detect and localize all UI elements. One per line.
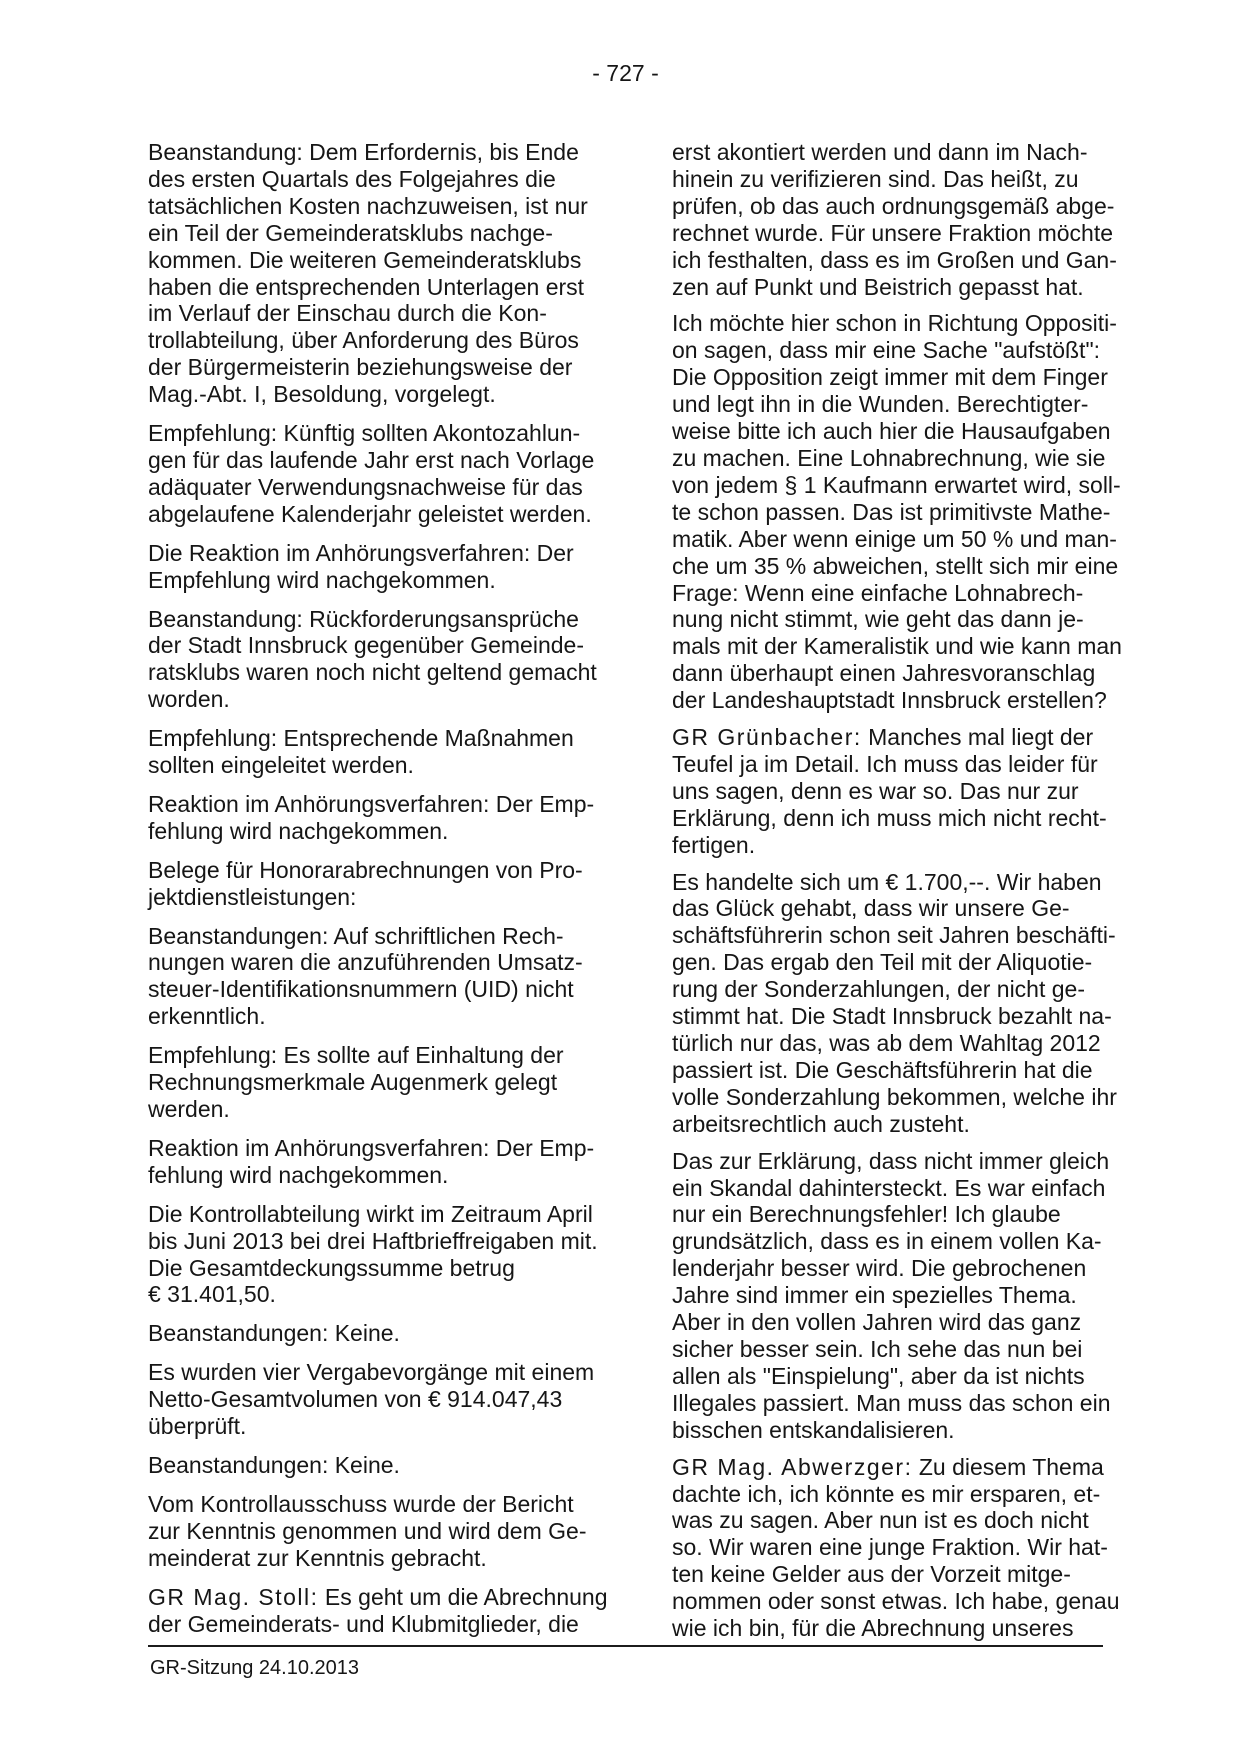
text-line: der Landeshauptstadt Innsbruck erstellen? — [672, 687, 1107, 714]
text-line: allen als "Einspielung", aber da ist nichts — [672, 1362, 1085, 1389]
text-line: nur ein Berechnungsfehler! Ich glaube — [672, 1201, 1061, 1228]
text-line: GR Mag. Abwerzger: Zu diesem Thema — [672, 1453, 1104, 1480]
text-line: Die Reaktion im Anhörungsverfahren: Der — [148, 539, 574, 566]
text-line: ein Skandal dahintersteckt. Es war einfach — [672, 1174, 1106, 1201]
text-line: GR Grünbacher: Manches mal liegt der — [672, 724, 1094, 751]
text-line: des ersten Quartals des Folgejahres die — [148, 165, 556, 192]
text-line: Jahre sind immer ein spezielles Thema. — [672, 1282, 1077, 1309]
text-line: der Bürgermeisterin beziehungsweise der — [148, 354, 573, 381]
paragraph — [672, 724, 1107, 859]
text-line: Vom Kontrollausschuss wurde der Bericht — [148, 1490, 574, 1517]
text-line: sicher besser sein. Ich sehe das nun bei — [672, 1335, 1083, 1362]
text-line: Empfehlung wird nachgekommen. — [148, 566, 496, 593]
text-line: adäquater Verwendungsnachweise für das — [148, 473, 583, 500]
text-line: mals mit der Kameralistik und wie kann man — [672, 633, 1122, 660]
text-line: bis Juni 2013 bei drei Haftbrieffreigaben mit. — [148, 1227, 598, 1254]
paragraph — [148, 923, 585, 1031]
text-line: arbeitsrechtlich auch zusteht. — [672, 1110, 970, 1137]
speaker-name: GR Mag. Stoll: — [148, 1583, 319, 1610]
text-line: der Stadt Innsbruck gegenüber Gemeinde- — [148, 632, 584, 659]
text-line: Beanstandungen: Keine. — [148, 1320, 400, 1347]
paragraph — [672, 868, 1117, 1138]
text-line: Die Gesamtdeckungssumme betrug — [148, 1254, 515, 1281]
text-line: Belege für Honorarabrechnungen von Pro- — [148, 856, 583, 883]
text-line: dann überhaupt einen Jahresvoranschlag — [672, 660, 1096, 687]
text-line: ein Teil der Gemeinderatsklubs nachge- — [148, 219, 553, 246]
paragraph — [148, 1200, 598, 1309]
text-line: zu machen. Eine Lohnabrechnung, wie sie — [672, 444, 1106, 471]
text-line: Aber in den vollen Jahren wird das ganz — [672, 1309, 1082, 1336]
left-column — [148, 139, 608, 1649]
page-number: - 727 - — [592, 60, 659, 86]
text-line: sollten eingeleitet werden. — [148, 752, 414, 779]
speaker-name: GR Grünbacher: — [672, 724, 862, 751]
paragraph — [148, 1491, 585, 1572]
paragraph — [148, 1583, 608, 1638]
text-line: nommen oder sonst etwas. Ich habe, genau — [672, 1588, 1120, 1615]
paragraph — [672, 310, 1122, 714]
paragraph — [148, 1320, 585, 1347]
text-line: Mag.-Abt. I, Besoldung, vorgelegt. — [148, 381, 496, 408]
paragraph — [148, 605, 597, 714]
paragraph — [148, 857, 585, 911]
text-line: GR Mag. Stoll: Es geht um die Abrechnung — [148, 1583, 608, 1610]
text-line: uns sagen, denn es war so. Das nur zur — [672, 777, 1079, 804]
text-line: wie ich bin, für die Abrechnung unseres — [672, 1615, 1074, 1642]
text-line: hinein zu verifizieren sind. Das heißt, zu — [672, 165, 1079, 192]
text-line: Es wurden vier Vergabevorgänge mit einem — [148, 1359, 595, 1386]
text-line: gen. Das ergab den Teil mit der Aliquotie- — [672, 949, 1093, 976]
text-line: fehlung wird nachgekommen. — [148, 1161, 449, 1188]
text-line: im Verlauf der Einschau durch die Kon- — [148, 300, 547, 327]
text-line: Illegales passiert. Man muss das schon ein — [672, 1389, 1111, 1416]
text-line: Reaktion im Anhörungsverfahren: Der Emp- — [148, 1134, 595, 1161]
text-line: prüfen, ob das auch ordnungsgemäß abge- — [672, 192, 1115, 219]
text-line: stimmt hat. Die Stadt Innsbruck bezahlt na- — [672, 1003, 1112, 1030]
text-line: Netto-Gesamtvolumen von € 914.047,43 — [148, 1386, 563, 1413]
text-line: che um 35 % abweichen, stellt sich mir eine — [672, 552, 1119, 579]
paragraph — [148, 540, 585, 594]
text-line: erst akontiert werden und dann im Nach- — [672, 139, 1088, 165]
text-line: Empfehlung: Künftig sollten Akontozahlun- — [148, 420, 581, 447]
text-line: trollabteilung, über Anforderung des Büros — [148, 327, 579, 354]
text-line: so. Wir waren eine junge Fraktion. Wir hat- — [672, 1534, 1108, 1561]
text-line: Beanstandungen: Auf schriftlichen Rech- — [148, 922, 564, 949]
text-line: das Glück gehabt, dass wir unsere Ge- — [672, 895, 1070, 922]
paragraph — [148, 1042, 585, 1123]
text-line: Die Opposition zeigt immer mit dem Finger — [672, 364, 1108, 391]
text-line: ratsklubs waren noch nicht geltend gemacht — [148, 659, 597, 686]
text-line: rechnet wurde. Für unsere Fraktion möchte — [672, 219, 1114, 246]
text-line: Reaktion im Anhörungsverfahren: Der Emp- — [148, 790, 595, 817]
paragraph — [672, 1147, 1111, 1444]
paragraph — [148, 790, 595, 845]
paragraph — [148, 1134, 595, 1189]
text-line: überprüft. — [148, 1413, 247, 1440]
text-line: erkenntlich. — [148, 1003, 266, 1030]
text-line: Erklärung, denn ich muss mich nicht recht- — [672, 804, 1107, 831]
paragraph — [148, 1359, 595, 1440]
speaker-name: GR Mag. Abwerzger: — [672, 1453, 913, 1480]
text-line: Ich möchte hier schon in Richtung Oppositi- — [672, 310, 1117, 337]
paragraph — [148, 420, 595, 528]
text-line: te schon passen. Das ist primitivste Mathe- — [672, 498, 1111, 525]
paragraph — [148, 725, 585, 779]
text-line: haben die entsprechenden Unterlagen erst — [148, 273, 585, 300]
text-line: dachte ich, ich könnte es mir ersparen, et- — [672, 1480, 1101, 1507]
text-line: grundsätzlich, dass es in einem vollen Ka- — [672, 1228, 1102, 1255]
text-line: fehlung wird nachgekommen. — [148, 817, 449, 844]
text-line: schäftsführerin schon seit Jahren beschäfti- — [672, 922, 1116, 949]
right-column — [672, 139, 1122, 1652]
text-line: Das zur Erklärung, dass nicht immer gleich — [672, 1147, 1110, 1174]
text-line: gen für das laufende Jahr erst nach Vorlage — [148, 446, 595, 473]
text-line: € 31.401,50. — [148, 1281, 276, 1308]
text-line: on sagen, dass mir eine Sache "aufstößt": — [672, 337, 1101, 364]
text-line: passiert ist. Die Geschäftsführerin hat die — [672, 1056, 1093, 1083]
text-line: Frage: Wenn eine einfache Lohnabrech- — [672, 579, 1084, 606]
paragraph — [148, 1452, 585, 1479]
text-line: Empfehlung: Es sollte auf Einhaltung der — [148, 1042, 564, 1069]
text-line: steuer-Identifikationsnummern (UID) nicht — [148, 976, 574, 1003]
text-line: Teufel ja im Detail. Ich muss das leider für — [672, 750, 1098, 777]
text-line: Rechnungsmerkmale Augenmerk gelegt — [148, 1069, 558, 1096]
text-line: ten keine Gelder aus der Vorzeit mitge- — [672, 1561, 1071, 1588]
text-line: zur Kenntnis genommen und wird dem Ge- — [148, 1517, 587, 1544]
text-line: lenderjahr besser wird. Die gebrochenen — [672, 1255, 1087, 1282]
text-line: und legt ihn in die Wunden. Berechtigter- — [672, 391, 1089, 418]
text-line: worden. — [148, 686, 230, 713]
text-line: zen auf Punkt und Beistrich gepasst hat. — [672, 273, 1084, 300]
text-line: fertigen. — [672, 831, 756, 858]
text-line: von jedem § 1 Kaufmann erwartet wird, soll- — [672, 471, 1121, 498]
footer-divider — [148, 1645, 1103, 1647]
text-line: nung nicht stimmt, wie geht das dann je- — [672, 606, 1084, 633]
text-line: abgelaufene Kalenderjahr geleistet werden. — [148, 500, 592, 527]
paragraph — [672, 139, 1117, 300]
text-line: Beanstandungen: Keine. — [148, 1451, 400, 1478]
text-line: bisschen entskandalisieren. — [672, 1416, 955, 1443]
text-line: Beanstandung: Rückforderungsansprüche — [148, 605, 579, 632]
text-line: weise bitte ich auch hier die Hausaufgaben — [672, 418, 1111, 445]
paragraph — [148, 139, 588, 408]
text-line: türlich nur das, was ab dem Wahltag 2012 — [672, 1030, 1101, 1056]
text-line: kommen. Die weiteren Gemeinderatsklubs — [148, 246, 582, 273]
text-line: rung der Sonderzahlungen, der nicht ge- — [672, 976, 1086, 1003]
text-line: nungen waren die anzuführenden Umsatz- — [148, 949, 583, 976]
text-line: Empfehlung: Entsprechende Maßnahmen — [148, 725, 574, 752]
text-line: was zu sagen. Aber nun ist es doch nicht — [672, 1507, 1089, 1534]
text-line: werden. — [148, 1096, 230, 1122]
text-line: Es handelte sich um € 1.700,--. Wir haben — [672, 868, 1102, 895]
text-line: Die Kontrollabteilung wirkt im Zeitraum April — [148, 1200, 593, 1227]
footer-session-label: GR-Sitzung 24.10.2013 — [150, 1657, 360, 1679]
text-line: tatsächlichen Kosten nachzuweisen, ist nur — [148, 192, 588, 219]
text-line: meinderat zur Kenntnis gebracht. — [148, 1544, 487, 1571]
text-line: ich festhalten, dass es im Großen und Gan- — [672, 246, 1117, 273]
text-line: volle Sonderzahlung bekommen, welche ihr — [672, 1083, 1117, 1110]
paragraph — [672, 1453, 1120, 1642]
text-line: matik. Aber wenn einige um 50 % und man- — [672, 525, 1117, 552]
text-line: der Gemeinderats- und Klubmitglieder, die — [148, 1610, 579, 1637]
text-line: Beanstandung: Dem Erfordernis, bis Ende — [148, 139, 579, 165]
text-line: jektdienstleistungen: — [148, 883, 357, 910]
